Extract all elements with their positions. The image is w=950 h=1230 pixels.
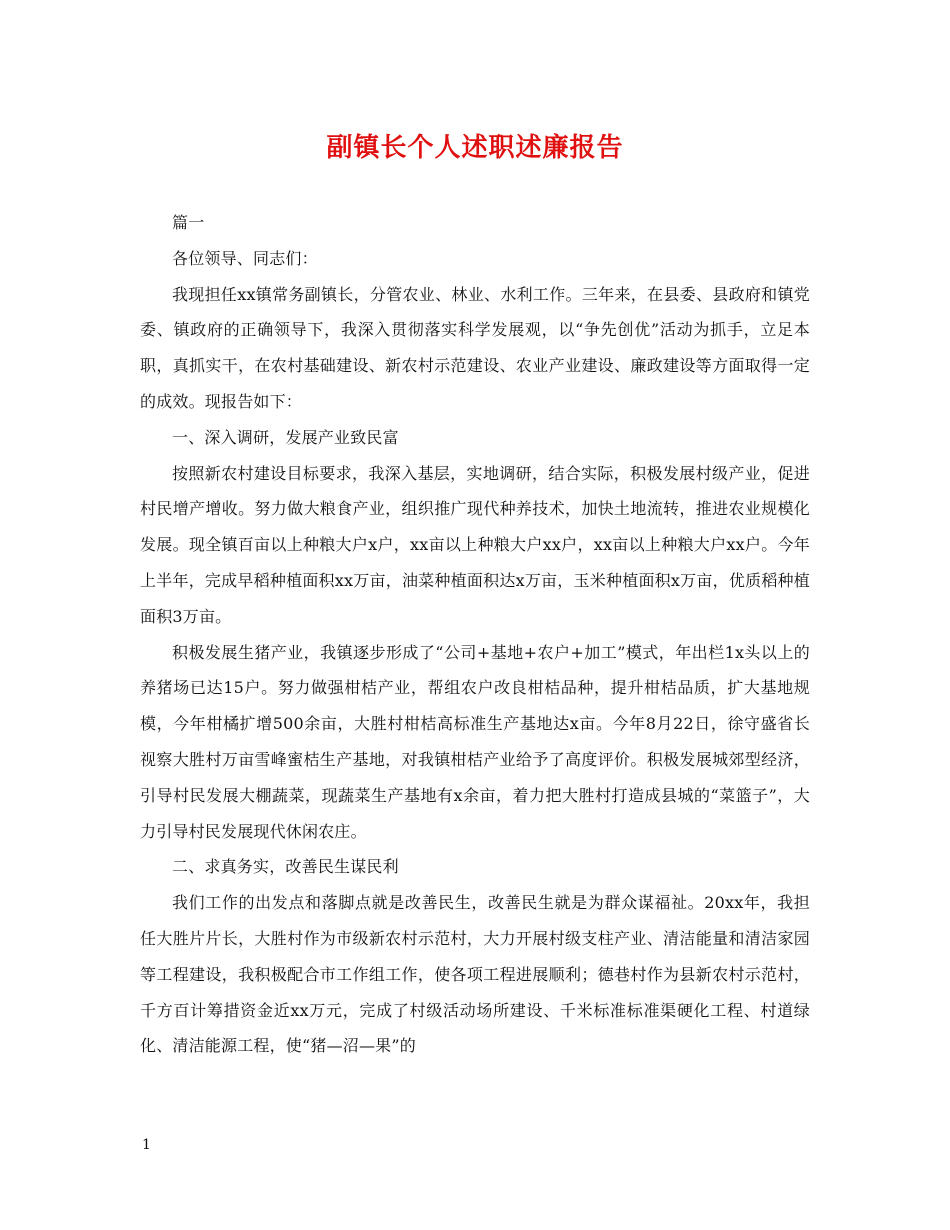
section-heading-2: 二、求真务实，改善民生谋民利 — [172, 857, 399, 877]
body-paragraph: 我们工作的出发点和落脚点就是改善民生，改善民生就是为群众谋福祉。20xx年，我担任大胜片片长，大胜村作为市级新农村示范村，大力开展村级支柱产业、清洁能量和清洁家园等工程建设，我积极配合市工作组工作，使各项工程进展顺利；德巷村作为县新农村示范村，千方百计筹措资金近xx万元，完成了村级活动场所建设、千米标准标准渠硬化工程、村道绿化、清洁能源工程，使“猪—沼—果”的 — [140, 893, 810, 1056]
page-number: 1 — [142, 1137, 151, 1153]
document-body — [140, 205, 810, 1064]
section-label: 篇一 — [172, 213, 205, 232]
body-paragraph: 按照新农村建设目标要求，我深入基层，实地调研，结合实际，积极发展村级产业，促进村民增产增收。努力做大粮食产业，组织推广现代种养技术，加快土地流转，推进农业规模化发展。现全镇百亩以上种粮大户x户，xx亩以上种粮大户xx户，xx亩以上种粮大户xx户。今年上半年，完成早稻种植面积xx万亩，油菜种植面积达x万亩，玉米种植面积x万亩，优质稻种植面积3万亩。 — [140, 463, 810, 626]
salutation: 各位领导、同志们： — [172, 248, 318, 268]
intro-paragraph: 我现担任xx镇常务副镇长，分管农业、林业、水利工作。三年来，在县委、县政府和镇党委、镇政府的正确领导下，我深入贯彻落实科学发展观，以“争先创优”活动为抓手，立足本职，真抓实干，在农村基础建设、新农村示范建设、农业产业建设、廉政建设等方面取得一定的成效。现报告如下： — [140, 284, 810, 411]
document-title: 副镇长个人述职述廉报告 — [326, 133, 624, 163]
section-heading-1: 一、深入调研，发展产业致民富 — [172, 427, 399, 447]
body-paragraph: 积极发展生猪产业，我镇逐步形成了“公司+基地+农户+加工”模式，年出栏1x头以上的养猪场已达15户。努力做强柑桔产业，帮组农户改良柑桔品种，提升柑桔品质，扩大基地规模，今年柑橘扩增500余亩，大胜村柑桔高标准生产基地达x亩。今年8月22日，徐守盛省长视察大胜村万亩雪峰蜜桔生产基地，对我镇柑桔产业给予了高度评价。积极发展城郊型经济，引导村民发展大棚蔬菜，现蔬菜生产基地有x余亩，着力把大胜村打造成县城的“菜篮子”，大力引导村民发展现代休闲农庄。 — [140, 642, 810, 841]
